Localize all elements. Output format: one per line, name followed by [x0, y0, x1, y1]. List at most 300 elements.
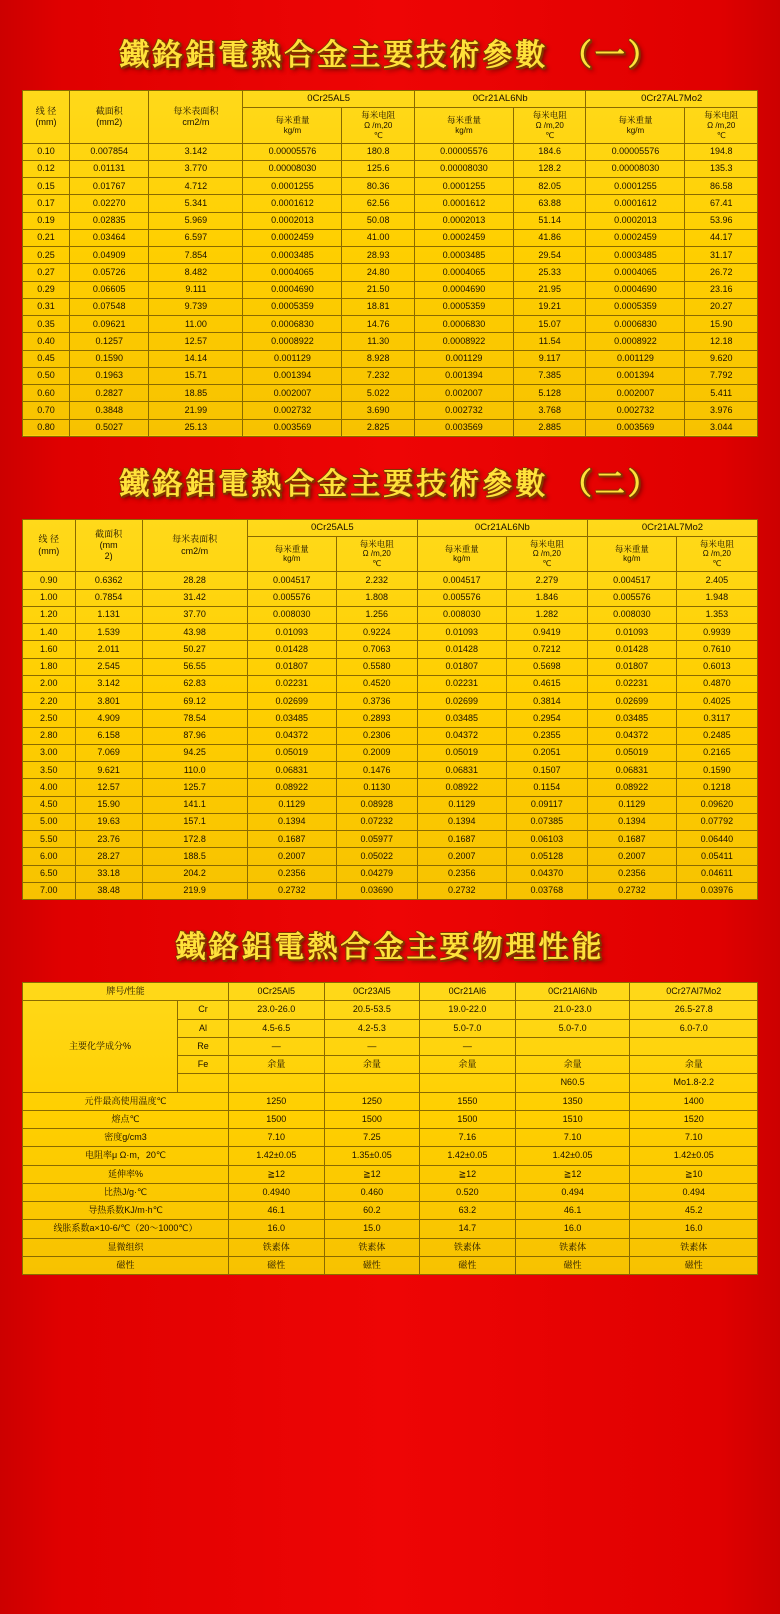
table-cell: 1400 — [630, 1092, 758, 1110]
table-row — [23, 1147, 758, 1165]
th2-resistance-2-label: 每米电阻 — [529, 538, 564, 549]
table-cell: 0.9939 — [676, 624, 757, 641]
table-cell: 1520 — [630, 1110, 758, 1128]
th3-corner: 牌号/性能 — [23, 983, 229, 1001]
table-cell: 0.06831 — [587, 762, 676, 779]
table-cell: 15.90 — [75, 796, 142, 813]
table-cell: 0.004517 — [587, 572, 676, 589]
table-cell: 0.07232 — [336, 813, 417, 830]
table-row — [23, 572, 758, 589]
table-row — [23, 247, 758, 264]
table-row — [23, 848, 758, 865]
table-cell: 0.02699 — [587, 693, 676, 710]
table-cell — [630, 1037, 758, 1055]
table-cell: 63.2 — [420, 1202, 516, 1220]
table-cell: 5.969 — [149, 212, 243, 229]
table-cell: 3.768 — [513, 402, 585, 419]
table-row — [23, 675, 758, 692]
table-row — [23, 281, 758, 298]
th-alloy-1: 0Cr25AL5 — [243, 91, 415, 108]
table-cell: 11.30 — [342, 333, 414, 350]
table-cell: 0.1394 — [247, 813, 336, 830]
table-cell: 0.1218 — [676, 779, 757, 796]
table-cell: 0.0005359 — [586, 298, 685, 315]
table-cell: 0.02270 — [70, 195, 149, 212]
table-cell: 31.42 — [142, 589, 247, 606]
table-cell: 0.1257 — [70, 333, 149, 350]
table-row — [23, 229, 758, 246]
table-row — [23, 298, 758, 315]
table-cell: 0.10 — [23, 143, 70, 160]
table-cell: 0.01807 — [587, 658, 676, 675]
table-cell: 37.70 — [142, 606, 247, 623]
table-cell: 3.801 — [75, 693, 142, 710]
th2-resistance-2-unit: Ω /m,20 — [532, 549, 561, 559]
table-row — [23, 589, 758, 606]
table-cell: 0.6362 — [75, 572, 142, 589]
table-cell: 1.35±0.05 — [324, 1147, 420, 1165]
th-weight-3-unit: kg/m — [626, 125, 645, 135]
th2-weight-1 — [247, 536, 336, 572]
table-cell: 0.0001255 — [243, 178, 342, 195]
table-cell: 28.93 — [342, 247, 414, 264]
table-cell: 0.002007 — [414, 385, 513, 402]
table-cell: 128.2 — [513, 160, 585, 177]
table-cell: 0.4940 — [229, 1183, 325, 1201]
table-cell: 21.0-23.0 — [515, 1001, 630, 1019]
table-cell: 3.142 — [149, 143, 243, 160]
row-label: 导热系数KJ/m·h℃ — [23, 1202, 229, 1220]
table-cell: 0.494 — [630, 1183, 758, 1201]
table-cell: 0.4520 — [336, 675, 417, 692]
table-row — [23, 178, 758, 195]
table-cell: 铁素体 — [420, 1238, 516, 1256]
table-cell: 0.08922 — [417, 779, 506, 796]
table-cell: 0.45 — [23, 350, 70, 367]
th2-cross-section — [75, 519, 142, 572]
table-cell: 6.158 — [75, 727, 142, 744]
table-cell: 0.0004690 — [414, 281, 513, 298]
table-cell: 7.00 — [23, 882, 76, 899]
table-cell: 78.54 — [142, 710, 247, 727]
table-cell: 0.01767 — [70, 178, 149, 195]
table-cell: 16.0 — [515, 1220, 630, 1238]
table-cell: 3.142 — [75, 675, 142, 692]
table-cell: 0.02231 — [587, 675, 676, 692]
table-row — [23, 1183, 758, 1201]
table-row — [23, 212, 758, 229]
table-cell: 0.3814 — [506, 693, 587, 710]
th3-alloy-5: 0Cr27Al7Mo2 — [630, 983, 758, 1001]
th-surface-area — [149, 91, 243, 144]
table-cell: 25.33 — [513, 264, 585, 281]
row-label: 磁性 — [23, 1256, 229, 1274]
table-cell: 1.353 — [676, 606, 757, 623]
table-cell: 43.98 — [142, 624, 247, 641]
th-resistance-2-label: 每米电阻 — [532, 109, 567, 120]
th-resistance-1 — [342, 107, 414, 143]
table-row — [23, 1202, 758, 1220]
table-cell: 1250 — [324, 1092, 420, 1110]
table-cell: 0.1507 — [506, 762, 587, 779]
th2-weight-1-label: 每米重量 — [274, 543, 309, 554]
table-cell: 12.57 — [75, 779, 142, 796]
table-cell: 0.27 — [23, 264, 70, 281]
table-cell: 0.5027 — [70, 419, 149, 436]
table-cell: 0.50 — [23, 367, 70, 384]
th-weight-3-label: 每米重量 — [618, 114, 653, 125]
table-cell: 0.4615 — [506, 675, 587, 692]
table-cell: 0.0004690 — [586, 281, 685, 298]
table-cell: 7.16 — [420, 1129, 516, 1147]
table-cell: 50.27 — [142, 641, 247, 658]
table-cell: 24.80 — [342, 264, 414, 281]
table-cell: 0.04279 — [336, 865, 417, 882]
table-cell: 0.003569 — [414, 419, 513, 436]
th3-alloy-1: 0Cr25Al5 — [229, 983, 325, 1001]
table-cell: 0.07792 — [676, 813, 757, 830]
table-cell: 0.17 — [23, 195, 70, 212]
table-cell: 0.02231 — [417, 675, 506, 692]
table-cell: 0.09117 — [506, 796, 587, 813]
table-cell: 1.80 — [23, 658, 76, 675]
table-cell: 0.1394 — [587, 813, 676, 830]
table-cell: 157.1 — [142, 813, 247, 830]
table-cell: 18.85 — [149, 385, 243, 402]
table-row — [23, 1001, 758, 1019]
table-cell: 2.885 — [513, 419, 585, 436]
table-cell: 1.131 — [75, 606, 142, 623]
table-cell: 125.7 — [142, 779, 247, 796]
table-cell: 余量 — [630, 1056, 758, 1074]
th-weight-1-unit: kg/m — [283, 125, 302, 135]
th-resistance-2-unit: Ω /m,20 — [535, 120, 564, 130]
table-cell: 0.1687 — [417, 831, 506, 848]
table-cell: 50.08 — [342, 212, 414, 229]
table-cell: 0.03485 — [587, 710, 676, 727]
table-cell: 0.70 — [23, 402, 70, 419]
table-cell: 0.04372 — [247, 727, 336, 744]
table-cell: 0.0001255 — [414, 178, 513, 195]
table-cell: 38.48 — [75, 882, 142, 899]
table-cell — [515, 1037, 630, 1055]
table-cell — [324, 1074, 420, 1092]
table-cell: 0.29 — [23, 281, 70, 298]
table-cell: 46.1 — [229, 1202, 325, 1220]
th2-cross-section-unit: (mm — [99, 539, 118, 550]
th2-resistance-3-unit: Ω /m,20 — [702, 549, 731, 559]
table-cell: 4.2-5.3 — [324, 1019, 420, 1037]
table3-wrapper — [0, 982, 780, 1275]
table-cell: 1.42±0.05 — [229, 1147, 325, 1165]
table-cell: 5.411 — [685, 385, 758, 402]
table-cell: 20.5-53.5 — [324, 1001, 420, 1019]
table-cell: 铁素体 — [229, 1238, 325, 1256]
row-label-composition: 主要化学成分% — [23, 1001, 178, 1092]
table-cell: 6.50 — [23, 865, 76, 882]
table-cell: 0.2356 — [417, 865, 506, 882]
table-cell: 4.909 — [75, 710, 142, 727]
tech-parameters-table-1 — [22, 90, 758, 437]
table-cell: 0.5580 — [336, 658, 417, 675]
table-cell: 0.003569 — [243, 419, 342, 436]
table-cell: 4.50 — [23, 796, 76, 813]
tech-parameters-table-2 — [22, 519, 758, 900]
table-row — [23, 195, 758, 212]
table-cell: 7.232 — [342, 367, 414, 384]
row-label: 熔点℃ — [23, 1110, 229, 1128]
table-cell: 0.1590 — [676, 762, 757, 779]
table-cell: 0.06440 — [676, 831, 757, 848]
table-cell: 9.111 — [149, 281, 243, 298]
th3-alloy-3: 0Cr21Al6 — [420, 983, 516, 1001]
table-cell: 0.0002013 — [414, 212, 513, 229]
table-row — [23, 264, 758, 281]
table-cell: 7.069 — [75, 744, 142, 761]
table-cell: 0.03768 — [506, 882, 587, 899]
table-row — [23, 1256, 758, 1274]
table-cell: 1.40 — [23, 624, 76, 641]
table-cell: 53.96 — [685, 212, 758, 229]
table-cell: 9.621 — [75, 762, 142, 779]
table-cell: 12.18 — [685, 333, 758, 350]
th-weight-2-unit: kg/m — [455, 125, 473, 135]
table-cell: 0.09621 — [70, 316, 149, 333]
table-cell: 0.002732 — [414, 402, 513, 419]
table-cell: 4.5-6.5 — [229, 1019, 325, 1037]
th2-weight-2 — [417, 536, 506, 572]
table-cell: 余量 — [420, 1056, 516, 1074]
table-cell: 磁性 — [515, 1256, 630, 1274]
table-cell: 0.02699 — [417, 693, 506, 710]
table-cell: 0.520 — [420, 1183, 516, 1201]
table-cell: 0.02699 — [247, 693, 336, 710]
table-cell: 18.81 — [342, 298, 414, 315]
table-cell: 7.385 — [513, 367, 585, 384]
table-cell: 26.5-27.8 — [630, 1001, 758, 1019]
table-cell: 25.13 — [149, 419, 243, 436]
table-cell: 20.27 — [685, 298, 758, 315]
table-cell: 0.2954 — [506, 710, 587, 727]
table-cell: 0.002007 — [243, 385, 342, 402]
table-cell: 0.0006830 — [243, 316, 342, 333]
th-surface-area-unit: cm2/m — [182, 116, 210, 127]
table-cell: 0.7610 — [676, 641, 757, 658]
row-label: 元件最高使用温度℃ — [23, 1092, 229, 1110]
table-cell: 5.022 — [342, 385, 414, 402]
table-cell: 0.1394 — [417, 813, 506, 830]
table-cell: 41.00 — [342, 229, 414, 246]
table-cell: 0.2732 — [247, 882, 336, 899]
table-row — [23, 316, 758, 333]
th2-resistance-3-unit2: ℃ — [712, 559, 722, 569]
table-cell: 23.16 — [685, 281, 758, 298]
table-cell: 0.03485 — [417, 710, 506, 727]
table-cell: 0.005576 — [417, 589, 506, 606]
table-cell: 0.002732 — [243, 402, 342, 419]
table-cell: 0.05726 — [70, 264, 149, 281]
table2-wrapper — [0, 519, 780, 900]
table-cell: 0.19 — [23, 212, 70, 229]
table-cell: 1.846 — [506, 589, 587, 606]
table-cell: 12.57 — [149, 333, 243, 350]
table-cell: 0.90 — [23, 572, 76, 589]
table-cell: 0.1129 — [587, 796, 676, 813]
table-cell: 0.03464 — [70, 229, 149, 246]
th2-surface-area-label: 每米表面积 — [172, 534, 218, 545]
table-cell: 1.20 — [23, 606, 76, 623]
table-cell: 8.928 — [342, 350, 414, 367]
table-row — [23, 641, 758, 658]
table-cell: 7.10 — [229, 1129, 325, 1147]
table-cell: 125.6 — [342, 160, 414, 177]
table-cell: 余量 — [324, 1056, 420, 1074]
table-cell: 2.50 — [23, 710, 76, 727]
table-cell: 0.460 — [324, 1183, 420, 1201]
table-row — [23, 779, 758, 796]
table-row — [23, 727, 758, 744]
table-cell: 67.41 — [685, 195, 758, 212]
table-cell: 7.854 — [149, 247, 243, 264]
table-cell: 11.54 — [513, 333, 585, 350]
table-cell: 1500 — [420, 1110, 516, 1128]
table-cell: 1.539 — [75, 624, 142, 641]
th-weight-1-label: 每米重量 — [275, 114, 310, 125]
table-cell: 41.86 — [513, 229, 585, 246]
row-sublabel: Fe — [178, 1056, 229, 1074]
table-cell: 94.25 — [142, 744, 247, 761]
table-cell: 21.95 — [513, 281, 585, 298]
table-cell: 磁性 — [229, 1256, 325, 1274]
table-cell: 0.00008030 — [243, 160, 342, 177]
table-row — [23, 865, 758, 882]
table-cell: 0.2007 — [417, 848, 506, 865]
table-cell: 0.0005359 — [414, 298, 513, 315]
row-sublabel: Al — [178, 1019, 229, 1037]
table-cell: 铁素体 — [515, 1238, 630, 1256]
table-cell: Mo1.8-2.2 — [630, 1074, 758, 1092]
table-cell: 0.00008030 — [586, 160, 685, 177]
table-cell: 0.0005359 — [243, 298, 342, 315]
th2-resistance-1 — [336, 536, 417, 572]
th3-alloy-2: 0Cr23Al5 — [324, 983, 420, 1001]
table-cell: 0.02231 — [247, 675, 336, 692]
table-cell: 0.0001612 — [243, 195, 342, 212]
table-cell: 0.0002459 — [586, 229, 685, 246]
table-cell: 219.9 — [142, 882, 247, 899]
th2-wire-diameter — [23, 519, 76, 572]
table-cell: 0.0003485 — [414, 247, 513, 264]
table-cell: 0.2007 — [587, 848, 676, 865]
table-cell: 0.05019 — [417, 744, 506, 761]
table-row — [23, 143, 758, 160]
table-cell: 15.0 — [324, 1220, 420, 1238]
table-row — [23, 1129, 758, 1147]
page-title-2: 鐵鉻鋁電熱合金主要技術參數 （二） — [119, 466, 661, 502]
th2-resistance-1-unit: Ω /m,20 — [362, 549, 391, 559]
th-cross-section — [70, 91, 149, 144]
table-cell: 23.76 — [75, 831, 142, 848]
table-cell: 0.03485 — [247, 710, 336, 727]
table-cell: 21.99 — [149, 402, 243, 419]
th2-cross-section-label: 截面积 — [95, 528, 123, 539]
table-cell: 0.06605 — [70, 281, 149, 298]
table-cell: 15.90 — [685, 316, 758, 333]
th-resistance-1-label: 每米电阻 — [361, 109, 396, 120]
table-cell: 9.620 — [685, 350, 758, 367]
th2-wire-diameter-unit: (mm) — [38, 545, 60, 556]
table2-header-row-1 — [23, 519, 758, 536]
th-weight-3 — [586, 107, 685, 143]
row-label: 延伸率% — [23, 1165, 229, 1183]
table-cell: 0.05019 — [247, 744, 336, 761]
table-cell: 1.42±0.05 — [420, 1147, 516, 1165]
table-cell: 2.405 — [676, 572, 757, 589]
table-cell: 135.3 — [685, 160, 758, 177]
table-cell: 0.0002013 — [243, 212, 342, 229]
table-cell: 0.494 — [515, 1183, 630, 1201]
table-cell: 1500 — [324, 1110, 420, 1128]
th-resistance-3-label: 每米电阻 — [704, 109, 739, 120]
table-row — [23, 1165, 758, 1183]
table-row — [23, 882, 758, 899]
table-row — [23, 385, 758, 402]
th2-weight-3-label: 每米重量 — [614, 543, 649, 554]
table-cell: 62.83 — [142, 675, 247, 692]
table-cell: 0.0004065 — [586, 264, 685, 281]
table-cell: 2.011 — [75, 641, 142, 658]
table-cell: 0.09620 — [676, 796, 757, 813]
table-cell: 0.2009 — [336, 744, 417, 761]
table-row — [23, 606, 758, 623]
table-cell: 1550 — [420, 1092, 516, 1110]
table-cell: 0.00008030 — [414, 160, 513, 177]
table-cell: — — [324, 1037, 420, 1055]
th2-resistance-2 — [506, 536, 587, 572]
table-cell: 0.01093 — [587, 624, 676, 641]
table-cell: 0.0004065 — [414, 264, 513, 281]
table-cell: 0.0001612 — [586, 195, 685, 212]
table-cell: 3.690 — [342, 402, 414, 419]
table-cell: 0.06831 — [417, 762, 506, 779]
th2-alloy-2: 0Cr21AL6Nb — [417, 519, 587, 536]
table-cell: 2.232 — [336, 572, 417, 589]
table3-body — [23, 1001, 758, 1275]
th-cross-section-label: 截面积 — [95, 105, 123, 116]
table-cell: 0.04372 — [587, 727, 676, 744]
table-cell: — — [229, 1037, 325, 1055]
table-cell: 2.80 — [23, 727, 76, 744]
table-cell: 0.008030 — [587, 606, 676, 623]
table-row — [23, 1092, 758, 1110]
row-sublabel: Re — [178, 1037, 229, 1055]
table-cell: 82.05 — [513, 178, 585, 195]
table-cell: 0.6013 — [676, 658, 757, 675]
table-cell: 80.36 — [342, 178, 414, 195]
table-cell: 7.25 — [324, 1129, 420, 1147]
table-cell: 6.0-7.0 — [630, 1019, 758, 1037]
table1-body — [23, 143, 758, 436]
th-resistance-1-unit2: ℃ — [373, 130, 383, 140]
table-cell: 8.482 — [149, 264, 243, 281]
th2-resistance-3-label: 每米电阻 — [699, 538, 734, 549]
table-cell: 3.00 — [23, 744, 76, 761]
table-cell: 0.01428 — [417, 641, 506, 658]
table-cell: 28.28 — [142, 572, 247, 589]
table-row — [23, 333, 758, 350]
th2-weight-2-unit: kg/m — [453, 554, 471, 564]
table-cell: 44.17 — [685, 229, 758, 246]
